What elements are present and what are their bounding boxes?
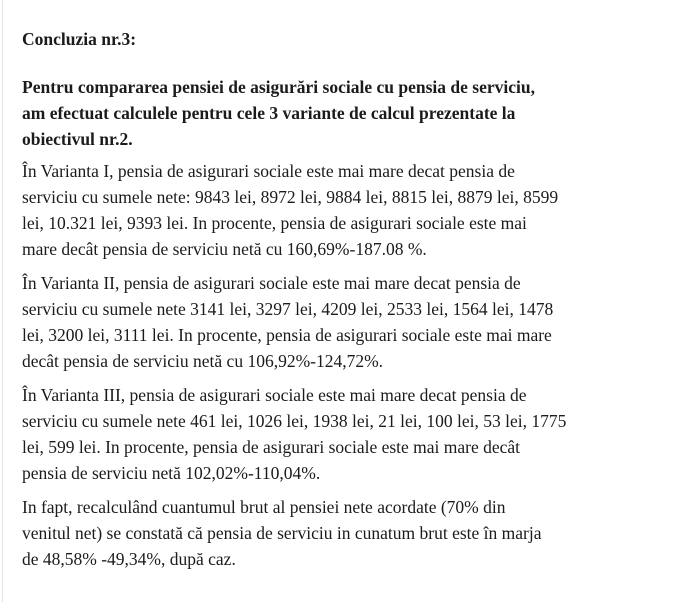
text-line: În Varianta III, pensia de asigurari sociale este mai mare decat pensia de: [22, 385, 527, 405]
text-line: am efectuat calculele pentru cele 3 variante de calcul prezentate la: [22, 103, 516, 123]
text-line: In fapt, recalculând cuantumul brut al pensiei nete acordate (70% din: [22, 497, 506, 517]
text-line: de 48,58% -49,34%, după caz.: [22, 549, 236, 569]
text-line: În Varianta I, pensia de asigurari sociale este mai mare decat pensia de: [22, 161, 515, 181]
text-line: obiectivul nr.2.: [22, 129, 133, 149]
text-line: lei, 599 lei. In procente, pensia de asigurari sociale este mai mare decât: [22, 437, 521, 457]
paragraph-varianta-1: [22, 158, 680, 262]
text-line: pensia de serviciu netă 102,02%-110,04%.: [22, 463, 321, 483]
intro-paragraph: [22, 74, 680, 152]
text-line: lei, 10.321 lei, 9393 lei. In procente, pensia de asigurari sociale este mai: [22, 213, 527, 233]
text-line: lei, 3200 lei, 3111 lei. In procente, pensia de asigurari sociale este mai mare: [22, 325, 552, 345]
paragraph-varianta-2: [22, 270, 680, 374]
text-line: venitul net) se constată că pensia de serviciu in cunatum brut este în marja: [22, 523, 542, 543]
text-line: Pentru compararea pensiei de asigurări sociale cu pensia de serviciu,: [22, 77, 535, 97]
text-line: mare decât pensia de serviciu netă cu 160,69%-187.08 %.: [22, 239, 427, 259]
text-line: serviciu cu sumele nete 461 lei, 1026 lei, 1938 lei, 21 lei, 100 lei, 53 lei, 1775: [22, 411, 567, 431]
text-line: decât pensia de serviciu netă cu 106,92%-124,72%.: [22, 351, 384, 371]
text-line: În Varianta II, pensia de asigurari sociale este mai mare decat pensia de: [22, 273, 521, 293]
paragraph-concluzie-finala: [22, 494, 680, 572]
text-line: serviciu cu sumele nete: 9843 lei, 8972 lei, 9884 lei, 8815 lei, 8879 lei, 8599: [22, 187, 559, 207]
text-line: serviciu cu sumele nete 3141 lei, 3297 lei, 4209 lei, 2533 lei, 1564 lei, 1478: [22, 299, 554, 319]
document-title: Concluzia nr.3:: [22, 29, 137, 49]
paragraph-varianta-3: [22, 382, 680, 486]
